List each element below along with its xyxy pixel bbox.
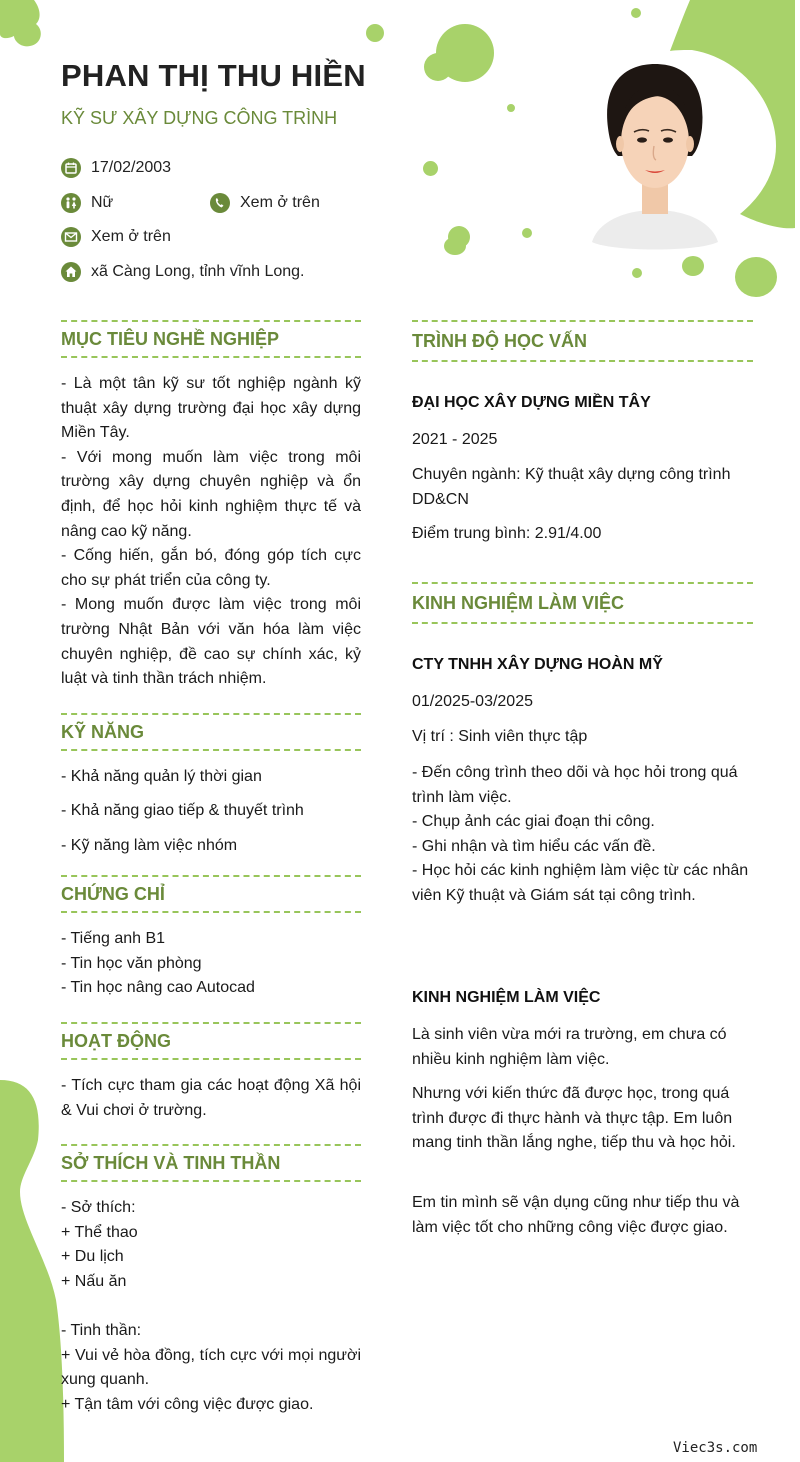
experience-note-title: KINH NGHIỆM LÀM VIỆC — [412, 989, 601, 1006]
job-title: KỸ SƯ XÂY DỰNG CÔNG TRÌNH — [61, 108, 338, 128]
activities-heading: HOẠT ĐỘNG — [61, 1022, 361, 1060]
skill-item: - Khả năng giao tiếp & thuyết trình — [61, 802, 304, 819]
hobbies-heading: SỞ THÍCH VÀ TINH THẦN — [61, 1144, 361, 1182]
objective-line: - Mong muốn được làm việc trong môi trường Nhật Bản với văn hóa làm việc chuyên nghiệp, đề cao sự chính xác, kỷ luật và tinh thần trách nhiệm. — [61, 596, 361, 688]
address-row — [61, 262, 305, 282]
experience-note-p2: Nhưng với kiến thức đã được học, trong quá trình được đi thực hành và thực tập. Em luôn mang tinh thần lắng nghe, tiếp thu và học hỏi. — [412, 1085, 736, 1152]
hobby-item: + Thể thao — [61, 1223, 138, 1241]
objective-line: - Cống hiến, gắn bó, đóng góp tích cực cho sự phát triển của công ty. — [61, 547, 361, 589]
birthday-row — [61, 158, 171, 178]
education-period: 2021 - 2025 — [412, 431, 498, 448]
envelope-icon — [61, 227, 81, 247]
gender-icon — [61, 193, 81, 213]
candidate-name: PHAN THỊ THU HIỀN — [61, 58, 366, 93]
phone-row — [210, 193, 320, 213]
decor-dot — [444, 237, 466, 255]
spirit-item: + Vui vẻ hòa đồng, tích cực với mọi người xung quanh. — [61, 1346, 361, 1389]
decor-dot — [366, 24, 384, 42]
education-major: Chuyên ngành: Kỹ thuật xây dựng công trình DD&CN — [412, 466, 731, 508]
phone-value: Xem ở trên — [240, 194, 320, 211]
decor-dot — [522, 228, 532, 238]
hobby-item: + Nấu ăn — [61, 1272, 127, 1290]
calendar-icon — [61, 158, 81, 178]
objective-line: - Là một tân kỹ sư tốt nghiệp ngành kỹ thuật xây dựng trường đại học xây dựng Miền Tây. — [61, 375, 361, 442]
education-heading: TRÌNH ĐỘ HỌC VẤN — [412, 320, 753, 362]
duty-item: - Học hỏi các kinh nghiệm làm việc từ các nhân viên Kỹ thuật và Giám sát tại công trình. — [412, 862, 749, 904]
decor-dot — [632, 268, 642, 278]
spirit-item: + Tận tâm với công việc được giao. — [61, 1395, 314, 1413]
skill-item: - Kỹ năng làm việc nhóm — [61, 837, 238, 854]
certificate-item: - Tin học văn phòng — [61, 954, 202, 972]
hobby-label: - Sở thích: — [61, 1199, 136, 1216]
hobbies-text — [61, 1196, 361, 1417]
activities-text: - Tích cực tham gia các hoạt động Xã hội & Vui chơi ở trường. — [61, 1077, 361, 1119]
experience-duties — [412, 761, 753, 909]
company-name: CTY TNHH XÂY DỰNG HOÀN MỸ — [412, 656, 663, 673]
objective-text — [61, 372, 361, 692]
certificates-heading: CHỨNG CHỈ — [61, 875, 361, 913]
phone-icon — [210, 193, 230, 213]
spirit-label: - Tinh thần: — [61, 1321, 142, 1339]
decor-dot — [735, 257, 777, 297]
gender-row — [61, 193, 113, 213]
skill-item: - Khả năng quản lý thời gian — [61, 768, 262, 785]
duty-item: - Ghi nhận và tìm hiểu các vấn đề. — [412, 837, 656, 855]
hobby-item: + Du lịch — [61, 1248, 124, 1266]
school-name: ĐẠI HỌC XÂY DỰNG MIỀN TÂY — [412, 394, 651, 411]
experience-note-p3: Em tin mình sẽ vận dụng cũng như tiếp thu và làm việc tốt cho những công việc được giao. — [412, 1194, 740, 1236]
objective-heading: MỤC TIÊU NGHỀ NGHIỆP — [61, 320, 361, 358]
decor-dot — [423, 161, 438, 176]
email-value: Xem ở trên — [91, 228, 171, 245]
certificate-item: - Tiếng anh B1 — [61, 930, 166, 947]
decor-bottom-left-blob — [0, 1080, 70, 1462]
objective-line: - Với mong muốn làm việc trong môi trường xây dựng chuyên nghiệp và ổn định, để học hỏi kinh nghiệm thực tế và nâng cao kỹ năng. — [61, 448, 361, 540]
gender-value: Nữ — [91, 194, 114, 211]
profile-photo — [588, 56, 722, 252]
experience-period: 01/2025-03/2025 — [412, 693, 533, 710]
birthday-value: 17/02/2003 — [91, 159, 172, 176]
address-value: xã Càng Long, tỉnh vĩnh Long. — [91, 263, 305, 280]
decor-dot — [682, 256, 704, 276]
decor-dot — [507, 104, 515, 112]
certificates-list — [61, 927, 361, 1001]
decor-dot — [424, 53, 452, 81]
certificate-item: - Tin học nâng cao Autocad — [61, 979, 255, 997]
duty-item: - Đến công trình theo dõi và học hỏi trong quá trình làm việc. — [412, 764, 738, 806]
email-row — [61, 227, 171, 247]
education-gpa: Điểm trung bình: 2.91/4.00 — [412, 525, 602, 542]
experience-note-p1: Là sinh viên vừa mới ra trường, em chưa có nhiều kinh nghiệm làm việc. — [412, 1026, 727, 1068]
skills-heading: KỸ NĂNG — [61, 713, 361, 751]
home-icon — [61, 262, 81, 282]
experience-position: Vị trí : Sinh viên thực tập — [412, 728, 588, 745]
experience-heading: KINH NGHIỆM LÀM VIỆC — [412, 582, 753, 624]
watermark: Viec3s.com — [673, 1440, 758, 1456]
decor-top-left-blob — [0, 0, 50, 52]
decor-dot — [631, 8, 641, 18]
duty-item: - Chụp ảnh các giai đoạn thi công. — [412, 813, 655, 831]
